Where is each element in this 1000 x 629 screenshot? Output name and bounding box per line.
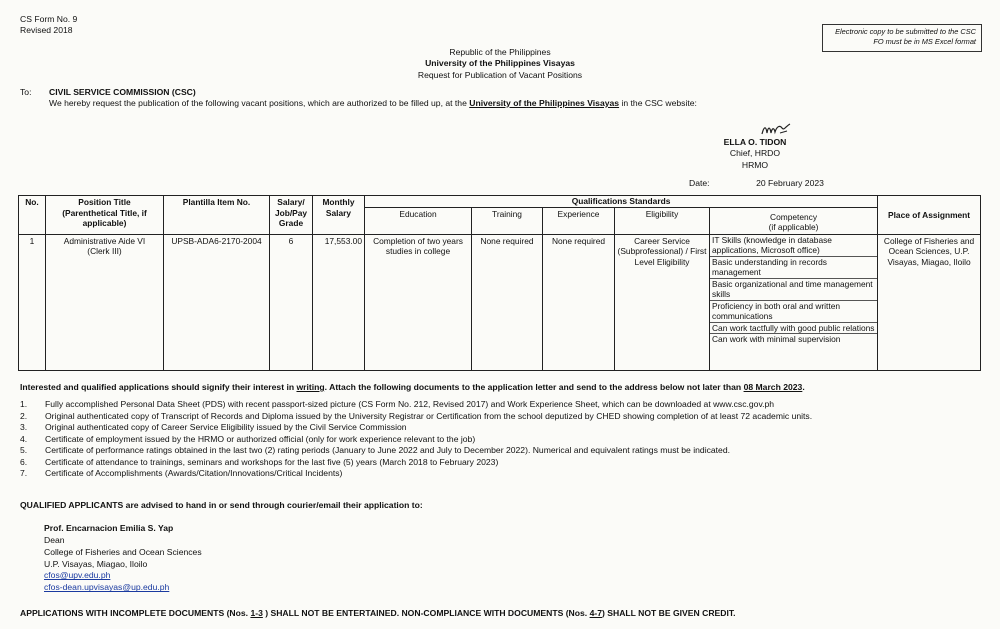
footer-text: APPLICATIONS WITH INCOMPLETE DOCUMENTS (Nos. [20,608,251,618]
list-item-number: 1. [20,399,28,409]
row-place: College of Fisheries and Ocean Sciences, U.P. Visayas, Miagao, Iloilo [878,234,981,370]
header-salary-grade: Salary/ Job/Pay Grade [270,196,313,235]
list-item-text: Certificate of attendance to trainings, seminars and workshops for the last five (5) years (March 2018 to February 2023) [45,456,499,467]
header-education: Education [365,207,472,234]
to-label: To: [20,87,32,97]
row-position-title: Administrative Aide VI [63,235,146,246]
application-instructions [20,382,980,393]
row-competency-list [710,234,878,370]
header-place: Place of Assignment [878,196,981,235]
list-item-text: Fully accomplished Personal Data Sheet (PDS) with recent passport-sized picture (CS Form No. 212, Revised 2017) and Work Experience Sheet, which can be downloaded at www.csc.gov.ph [45,399,775,409]
list-item [20,422,980,434]
footer-ref-required: 1-3 [250,608,263,618]
list-item-number: 7. [20,468,28,479]
table-row [19,234,981,370]
vacant-positions-table [18,195,981,371]
list-item-text: Certificate of performance ratings obtained in the last two (2) rating periods (January to June 2022 and July to December 2022). Numerical and equivalent ratings must be indicated. [45,445,731,456]
header-position-title-sub: (Parenthetical Title, if applicable) [62,207,147,228]
competency-item: Basic organizational and time management skills [710,279,877,301]
instructions-text: Interested and qualified applications should signify their interest in [20,382,297,392]
contact-address: U.P. Visayas, Miagao, Iloilo [44,558,148,569]
row-grade: 6 [270,234,313,370]
qualified-applicants-note: QUALIFIED APPLICANTS are advised to hand in or send through courier/email their application to: [20,500,423,510]
contact-dean-email-link[interactable]: cfos-dean.upvisayas@up.edu.ph [44,582,170,593]
university-name: University of the Philippines Visayas [425,58,575,69]
application-deadline: 08 March 2023 [743,382,803,392]
header-competency [710,207,878,234]
list-item-text: Certificate of Accomplishments (Awards/Citation/Innovations/Critical Incidents) [45,468,343,479]
list-item [20,468,980,480]
form-number-block [20,14,77,35]
competency-item: IT Skills (knowledge in database applications, Microsoft office) [710,235,877,257]
contact-title: Dean [44,534,65,545]
list-item [20,434,980,446]
footer-text-mid: ) SHALL NOT BE ENTERTAINED. NON-COMPLIANCE WITH DOCUMENTS (Nos. [262,608,590,618]
signatory-name: ELLA O. TIDON [723,137,787,147]
request-agency: University of the Philippines Visayas [469,97,620,108]
document-header [300,47,700,81]
header-monthly-salary: Monthly Salary [313,196,365,235]
required-documents-list [20,399,980,480]
contact-block [44,523,202,594]
list-item [20,399,980,411]
row-education: Completion of two years studies in college [365,234,472,370]
compliance-footer [20,608,736,619]
header-plantilla: Plantilla Item No. [164,196,270,235]
addressee-name: CIVIL SERVICE COMMISSION (CSC) [49,87,196,97]
request-statement [49,98,979,109]
footer-text-end: ) SHALL NOT BE GIVEN CREDIT. [602,608,736,618]
row-training: None required [472,234,543,370]
date-value: 20 February 2023 [756,178,824,188]
form-number: CS Form No. 9 [20,14,78,24]
footer-ref-credit: 4-7 [589,608,602,618]
competency-item: Can work with minimal supervision [712,334,841,344]
list-item [20,411,980,423]
row-position [46,234,164,370]
contact-name: Prof. Encarnacion Emilia S. Yap [44,523,174,533]
instructions-emphasis: writing [296,382,325,392]
instructions-text-end: . [802,382,805,392]
competency-item: Can work tactfully with good public relations [710,323,877,335]
list-item-text: Original authenticated copy of Career Service Eligibility issued by the Civil Service Commission [45,422,407,433]
header-no: No. [19,196,46,235]
competency-item: Basic understanding in records management [710,257,877,279]
contact-email-link[interactable]: cfos@upv.edu.ph [44,570,111,581]
signatory-role: HRMO [741,159,769,170]
row-salary: 17,553.00 [313,234,365,370]
republic-line: Republic of the Philippines [449,47,551,57]
row-parenthetical-title: (Clerk III) [87,246,122,256]
request-text-end: in the CSC website: [619,97,697,108]
form-revision: Revised 2018 [20,24,73,35]
competency-item: Proficiency in both oral and written communications [710,301,877,323]
list-item-number: 6. [20,456,28,467]
list-item [20,445,980,457]
header-competency-sub: (if applicable) [768,222,819,232]
header-qualifications: Qualifications Standards [365,196,878,208]
header-eligibility: Eligibility [615,207,710,234]
list-item-number: 2. [20,410,28,421]
list-item-number: 3. [20,422,28,433]
header-position-title-text: Position Title [78,197,131,207]
row-experience: None required [543,234,615,370]
header-experience: Experience [543,207,615,234]
document-subject: Request for Publication of Vacant Positions [417,69,583,80]
request-text: We hereby request the publication of the following vacant positions, which are authorized to be filled up, at the [49,97,470,108]
row-eligibility: Career Service (Subprofessional) / First Level Eligibility [615,234,710,370]
list-item-text: Original authenticated copy of Transcript of Records and Diploma issued by the University Registrar or Certification from the school deputized by CHED showing completion of at least 72 academic units. [45,410,813,421]
contact-office: College of Fisheries and Ocean Sciences [44,546,202,557]
signatory-title: Chief, HRDO [729,148,781,159]
list-item-text: Certificate of employment issued by the HRMO or authorized official (only for work experience relevant to the job) [45,433,476,444]
header-competency-text: Competency [770,211,818,222]
excel-submission-notice: Electronic copy to be submitted to the CSC FO must be in MS Excel format [822,24,982,52]
header-training: Training [472,207,543,234]
list-item-number: 5. [20,445,28,456]
row-plantilla: UPSB-ADA6-2170-2004 [164,234,270,370]
instructions-text-mid: . Attach the following documents to the application letter and send to the address below not later than [324,382,744,392]
handwritten-signature-icon [760,122,794,138]
row-no: 1 [19,234,46,370]
list-item-number: 4. [20,433,28,444]
header-position-title [46,196,164,235]
date-label: Date: [689,178,710,188]
list-item [20,457,980,469]
